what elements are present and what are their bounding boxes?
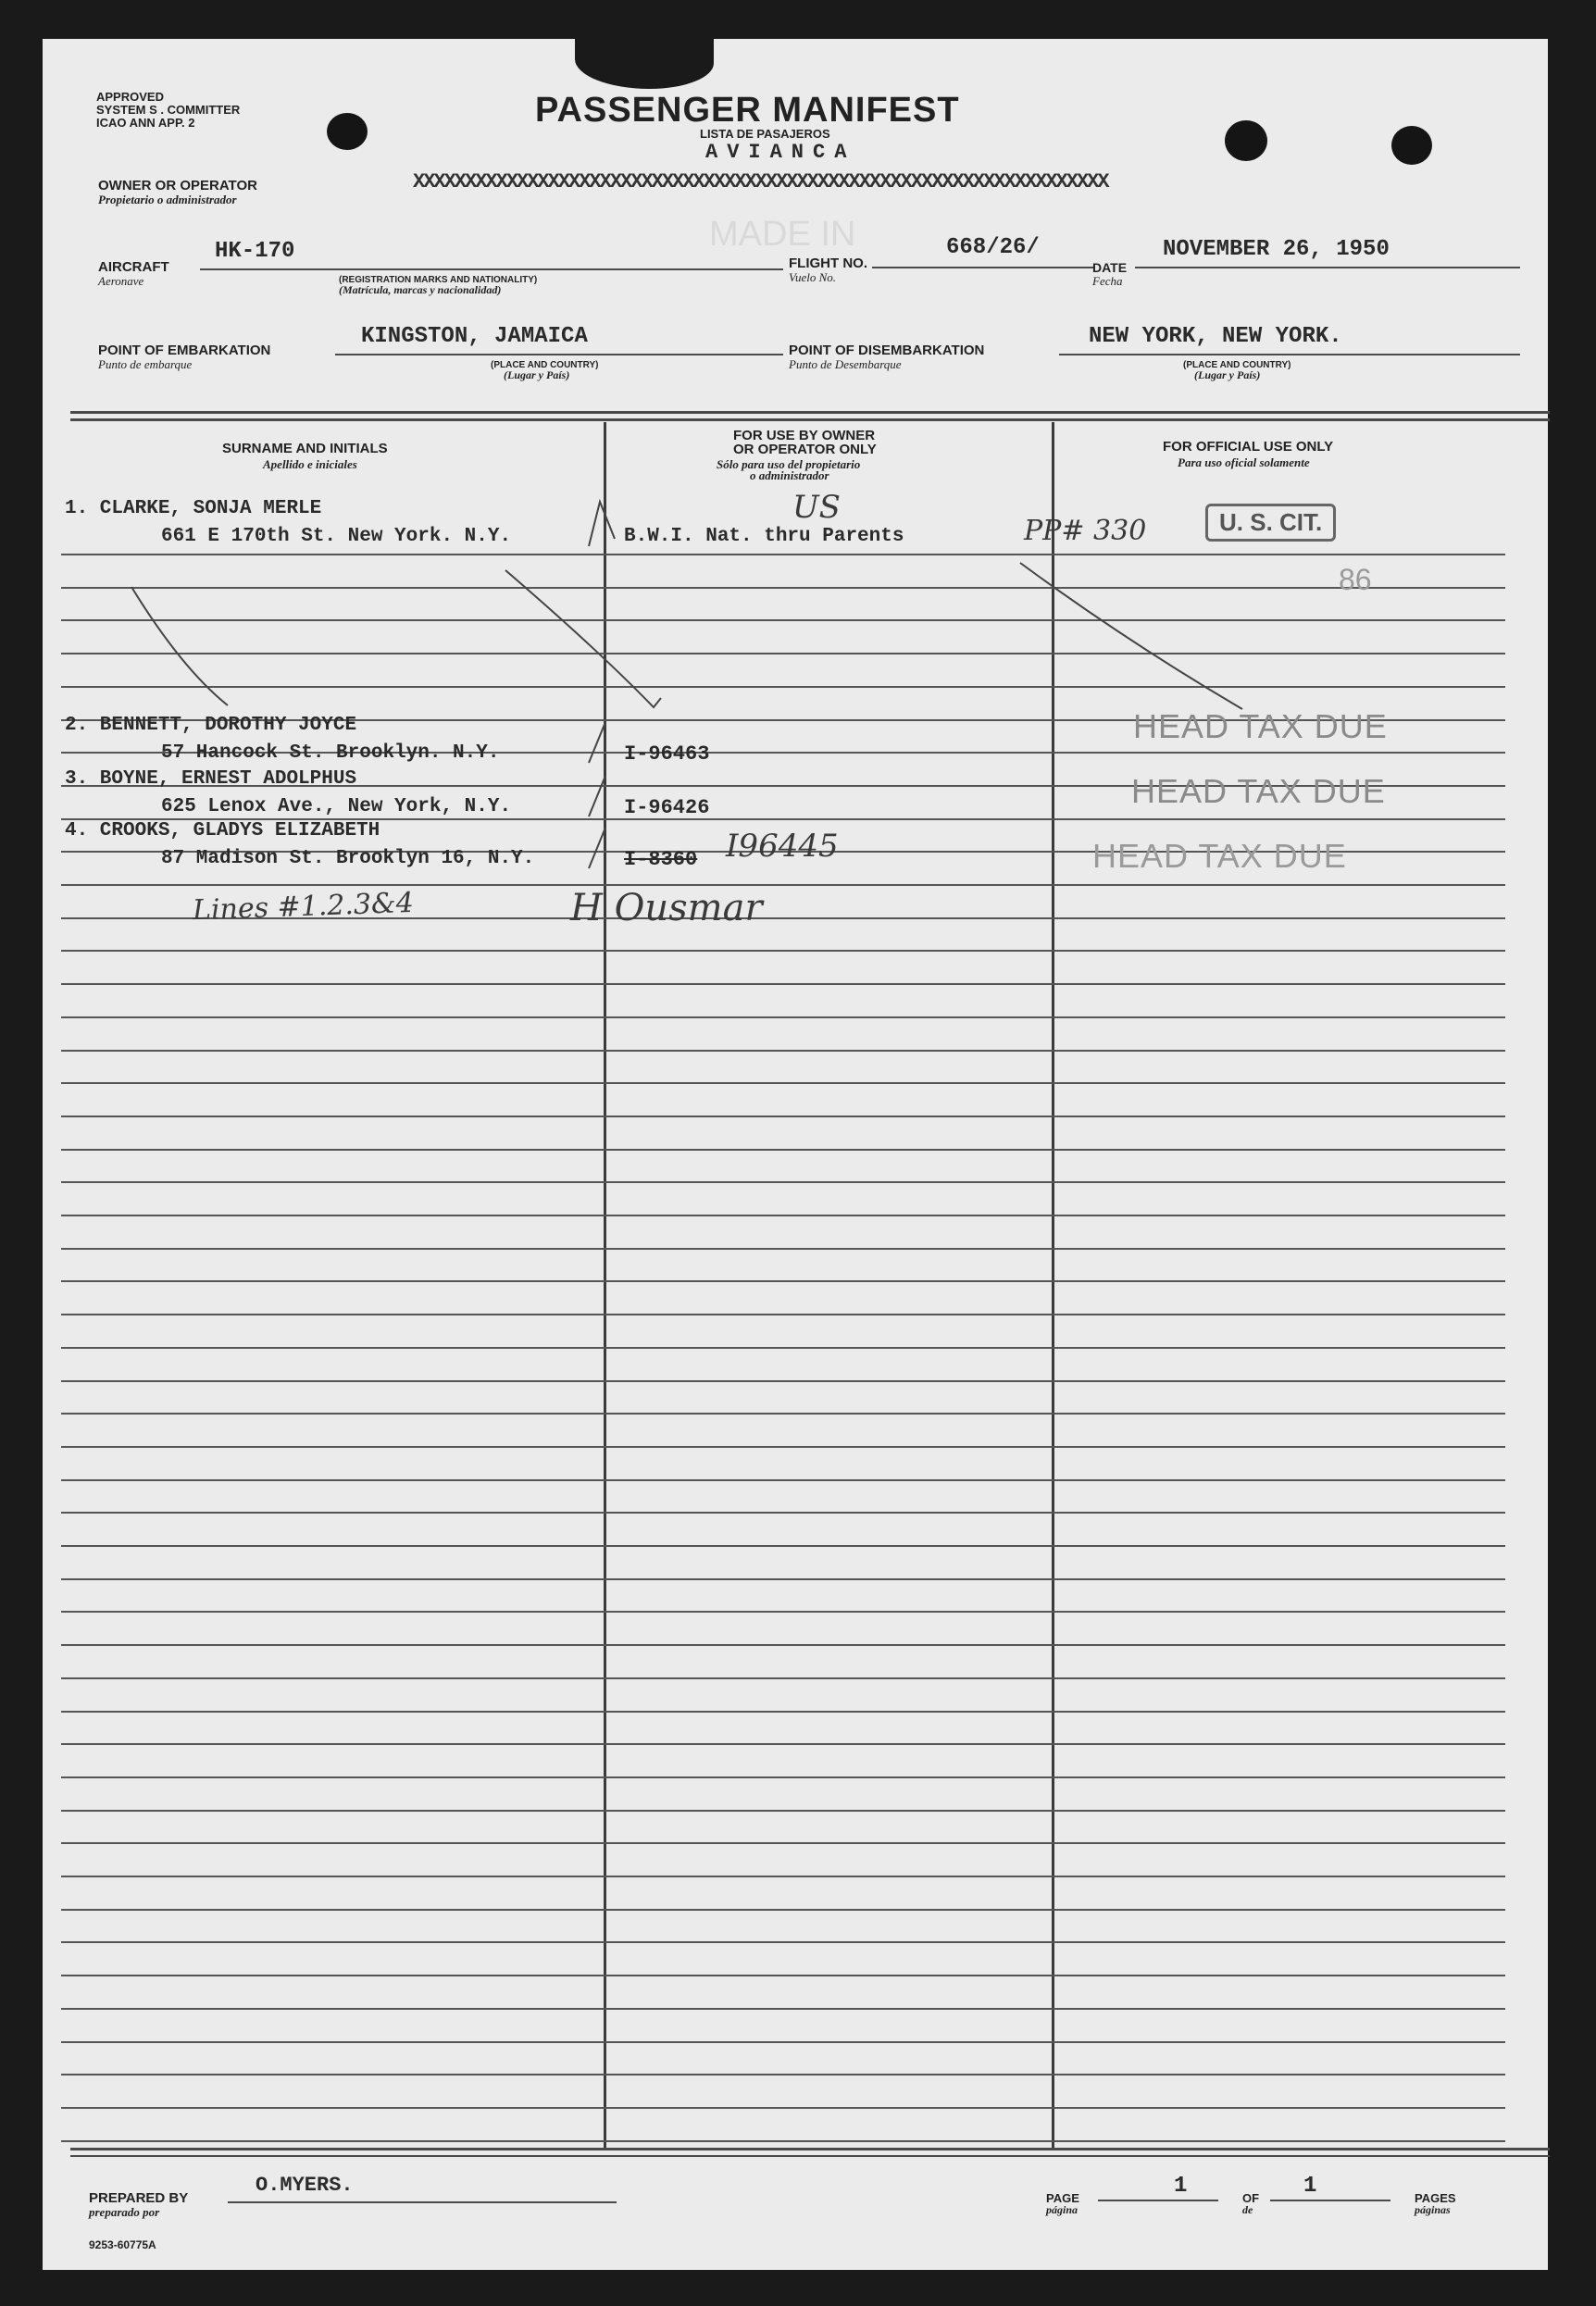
lines-note: Lines #1.2.3&4: [192, 886, 415, 928]
embark-label: POINT OF EMBARKATION: [98, 343, 271, 358]
col2-header-es1: Sólo para uso del propietario: [717, 457, 861, 471]
check-mark-4: [589, 828, 605, 868]
col1-header: SURNAME AND INITIALS: [222, 441, 388, 456]
passenger-3-name: 3. BOYNE, ERNEST ADOLPHUS: [65, 768, 357, 790]
manifest-sheet: [43, 39, 1548, 2270]
table-rule: [61, 1082, 1505, 1084]
of-label: OF: [1242, 2191, 1260, 2205]
signature: H Ousmar: [570, 887, 763, 929]
table-rule: [61, 1116, 1505, 1117]
table-rule: [61, 1248, 1505, 1250]
approved-line-3: ICAO ANN APP. 2: [96, 116, 195, 130]
pages-value: 1: [1303, 2174, 1317, 2199]
check-mark-1: [589, 502, 615, 546]
table-rule: [61, 1545, 1505, 1547]
passenger-1-name: 1. CLARKE, SONJA MERLE: [65, 498, 322, 519]
date-value: NOVEMBER 26, 1950: [1163, 237, 1390, 262]
passenger-1-operator: B.W.I. Nat. thru Parents: [624, 526, 904, 547]
passenger-4-operator-struck: I-8360: [624, 848, 698, 871]
passenger-1-official-hw: PP# 330: [1024, 515, 1147, 547]
footer-rule-1: [70, 2148, 1550, 2150]
table-rule: [61, 983, 1505, 985]
col3-header: FOR OFFICIAL USE ONLY: [1163, 439, 1334, 455]
table-rule: [61, 1347, 1505, 1349]
passenger-1-number: 86: [1339, 563, 1372, 596]
table-rule: [61, 1941, 1505, 1943]
aircraft-label-es: Aeronave: [98, 274, 144, 288]
table-rule: [61, 1413, 1505, 1415]
table-rule: [61, 1314, 1505, 1315]
pen-strokes: [43, 39, 1548, 965]
disembark-place-caption: (PLACE AND COUNTRY): [1183, 360, 1291, 370]
embark-place-caption: (PLACE AND COUNTRY): [491, 360, 599, 370]
table-rule: [61, 1876, 1505, 1877]
disembark-label-es: Punto de Desembarque: [789, 357, 902, 371]
disembark-place-caption-es: (Lugar y País): [1194, 368, 1261, 381]
col2-header-es2: o administrador: [750, 468, 829, 482]
aircraft-value: HK-170: [215, 239, 295, 264]
table-rule: [61, 1743, 1505, 1745]
stroke-right: [1020, 563, 1242, 709]
table-rule: [61, 1909, 1505, 1911]
prepared-underline: [228, 2201, 617, 2203]
table-rule: [61, 2074, 1505, 2075]
table-rule: [61, 2107, 1505, 2109]
table-rule: [61, 1578, 1505, 1580]
passenger-2-address: 57 Hancock St. Brooklyn. N.Y.: [161, 742, 500, 764]
table-rule: [61, 1512, 1505, 1514]
table-rule: [61, 1050, 1505, 1052]
stroke-middle: [505, 570, 661, 707]
passenger-1-stamp: U. S. CIT.: [1205, 504, 1336, 542]
table-rule: [61, 1677, 1505, 1679]
embark-value: KINGSTON, JAMAICA: [361, 324, 588, 349]
table-rule: [61, 1181, 1505, 1183]
table-rule: [61, 1280, 1505, 1282]
table-rule: [61, 2008, 1505, 2010]
disembark-value: NEW YORK, NEW YORK.: [1089, 324, 1342, 349]
table-rule: [61, 1446, 1505, 1448]
passenger-4-name: 4. CROOKS, GLADYS ELIZABETH: [65, 820, 380, 841]
form-number: 9253-60775A: [89, 2238, 156, 2251]
date-label: DATE: [1092, 260, 1128, 275]
owner-label: OWNER OR OPERATOR: [98, 178, 257, 193]
table-rule: [61, 1842, 1505, 1844]
prepared-label-es: preparado por: [89, 2205, 160, 2219]
disembark-label: POINT OF DISEMBARKATION: [789, 343, 985, 358]
table-rule: [61, 1810, 1505, 1812]
passenger-4-address: 87 Madison St. Brooklyn 16, N.Y.: [161, 848, 535, 869]
page-value: 1: [1174, 2174, 1188, 2199]
col1-header-es: Apellido e iniciales: [263, 457, 357, 471]
approved-line-1: APPROVED: [96, 90, 164, 104]
passenger-4-operator-hw: I96445: [726, 828, 839, 865]
document-title-es: LISTA DE PASAJEROS: [700, 127, 830, 141]
table-rule: [61, 1016, 1505, 1018]
page-underline: [1098, 2200, 1218, 2201]
of-label-es: de: [1242, 2203, 1253, 2216]
flight-label: FLIGHT NO.: [789, 256, 867, 271]
table-rule: [61, 1644, 1505, 1646]
faint-show-through: MADE IN: [709, 215, 856, 254]
pages-underline: [1270, 2200, 1390, 2201]
passenger-3-stamp: HEAD TAX DUE: [1131, 772, 1386, 810]
table-rule: [61, 1975, 1505, 1976]
date-label-es: Fecha: [1092, 274, 1123, 288]
passenger-3-address: 625 Lenox Ave., New York, N.Y.: [161, 796, 512, 817]
col3-header-es: Para uso oficial solamente: [1178, 455, 1310, 469]
passenger-3-operator: I-96426: [624, 796, 710, 819]
operator-name: AVIANCA: [705, 141, 856, 164]
table-rule: [61, 1479, 1505, 1481]
passenger-2-stamp: HEAD TAX DUE: [1133, 707, 1388, 745]
aircraft-label: AIRCRAFT: [98, 259, 169, 275]
table-rule: [61, 1380, 1505, 1382]
page-label: PAGE: [1046, 2191, 1079, 2205]
flight-label-es: Vuelo No.: [789, 270, 837, 284]
table-rule: [61, 1149, 1505, 1151]
check-mark-3: [589, 776, 605, 816]
embark-place-caption-es: (Lugar y País): [504, 368, 570, 381]
approved-line-2: SYSTEM S . COMMITTER: [96, 103, 241, 117]
col2-header-line1: FOR USE BY OWNER: [733, 428, 876, 443]
prepared-value: O.MYERS.: [256, 2174, 354, 2197]
owner-label-es: Propietario o administrador: [98, 193, 237, 206]
flight-value: 668/26/: [946, 235, 1040, 260]
page-label-es: página: [1046, 2203, 1079, 2216]
embark-label-es: Punto de embarque: [98, 357, 193, 371]
passenger-1-address: 661 E 170th St. New York. N.Y.: [161, 526, 512, 547]
table-rule: [61, 1611, 1505, 1613]
check-mark-2: [589, 722, 605, 763]
registration-caption-es: (Matrícula, marcas y nacionalidad): [339, 283, 502, 296]
struck-operator-line: XXXXXXXXXXXXXXXXXXXXXXXXXXXXXXXXXXXXXXXXXXXXXXXXXXXXXXXXXXXXXXXXXXX: [413, 170, 1108, 193]
stroke-left: [131, 587, 228, 705]
footer-rule-2: [70, 2155, 1550, 2157]
prepared-label: PREPARED BY: [89, 2190, 189, 2206]
passenger-1-operator-note: US: [792, 489, 841, 526]
table-rule: [61, 1215, 1505, 1216]
table-rule: [61, 2041, 1505, 2043]
passenger-2-name: 2. BENNETT, DOROTHY JOYCE: [65, 715, 357, 736]
passenger-4-stamp: HEAD TAX DUE: [1092, 837, 1347, 875]
pages-label-es: páginas: [1415, 2203, 1451, 2216]
col2-header-line2: OR OPERATOR ONLY: [733, 442, 877, 457]
pages-label: PAGES: [1415, 2191, 1456, 2205]
table-rule: [61, 2140, 1505, 2142]
document-title: PASSENGER MANIFEST: [535, 91, 960, 130]
registration-caption: (REGISTRATION MARKS AND NATIONALITY): [339, 275, 538, 285]
table-rule: [61, 1776, 1505, 1778]
table-rule: [61, 1711, 1505, 1713]
passenger-2-operator: I-96463: [624, 742, 710, 766]
